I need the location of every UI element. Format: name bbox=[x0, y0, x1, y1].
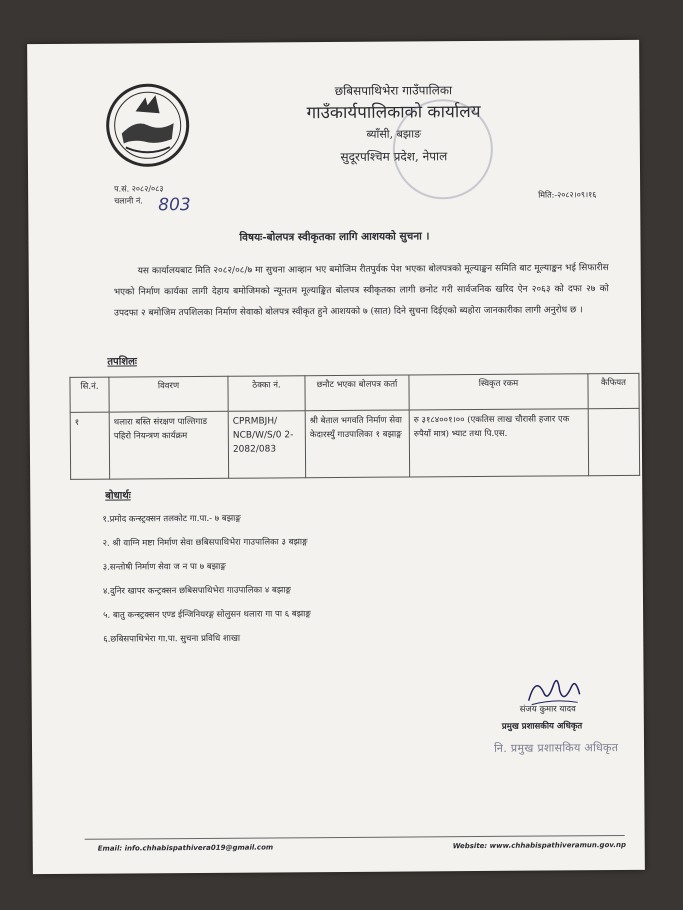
list-item: ३.सन्तोषी निर्माण सेवा ज न पा ७ बझाङ्ग bbox=[102, 561, 226, 573]
table-header-row bbox=[70, 373, 639, 412]
footer-website: Website: www.chhabispathiveramun.gov.np bbox=[452, 840, 627, 851]
cc-heading: बोधार्थः bbox=[105, 490, 131, 502]
footer-divider bbox=[85, 835, 625, 840]
col-header-sn: सि.नं. bbox=[70, 377, 109, 412]
cc-list bbox=[102, 506, 311, 651]
office-stamp bbox=[393, 99, 494, 200]
chalani-number: 803 bbox=[158, 195, 191, 216]
office-name: गाउँकार्यपालिकाको कार्यालय bbox=[306, 101, 481, 124]
col-header-contract-no: ठेक्का नं. bbox=[228, 376, 305, 412]
footer-email: Email: info.chhabispathivera019@gmail.com bbox=[97, 843, 274, 853]
col-header-remarks: कैफियत bbox=[588, 373, 639, 408]
letter-page bbox=[27, 40, 645, 874]
contract-table bbox=[69, 373, 640, 480]
chalani-label: चलानी नं. bbox=[114, 196, 143, 206]
col-header-bidder: छनौट भएका बोलपत्र कर्ता bbox=[305, 375, 409, 411]
cell-remarks bbox=[588, 408, 639, 475]
col-header-description: विवरण bbox=[109, 376, 228, 412]
body-paragraph: यस कार्यालयबाट मिति २०८२/०८/७ मा सुचना आव्हान भए बमोजिम रीतपुर्वक पेश भएका बोलपत्रको मूल्याङ्कन समिति बाट मूल्याङ्कन भई सिफारीस भएको निर्माण कार्यका लागी देहाय बमोजिमको न्यूनतम मूल्याङ्कित बोलपत्र स्वीकृतका लागी छनोट गरी सार्वजनिक खरिद ऐन २०६३ को दफा २७ को उपदफा २ बमोजिम तपशिलका निर्माण सेवाको बोलपत्र स्वीकृत हुने आशयको ७ (सात) दिने सुचना दिईएको ब्यहोरा जानकारीका लागी अनुरोध छ । bbox=[113, 263, 609, 319]
list-item: १.प्रमोद कन्स्ट्रक्सन तलकोट गा.पा.- ७ बझाङ्ग bbox=[102, 513, 241, 525]
subject-line: विषयः-बोलपत्र स्वीकृतका लागि आशयको सुचना । bbox=[239, 230, 430, 244]
details-heading: तपशिलः bbox=[107, 356, 137, 368]
cell-contract-no: CPRMBJH/ NCB/W/S/0 2-2082/083 bbox=[228, 411, 305, 479]
list-item: ६.छबिसपाथिभेरा गा.पा. सुचना प्रविधि शाखा bbox=[103, 633, 241, 645]
cell-bidder: श्री बेताल भगवति निर्माण सेवा केदारस्युँ गाउपालिका १ बझाङ्ग bbox=[305, 410, 409, 478]
cell-sn: १ bbox=[70, 412, 109, 479]
cell-amount: रु ३१८४००१।०० (एकतिस लाख चौरासी हजार एक रुपैयाँ मात्र) भ्याट तथा पि.एस. bbox=[409, 409, 588, 477]
signatory-title: प्रमुख प्रशासकीय अधिकृत bbox=[501, 721, 583, 732]
signatory-stamp: नि. प्रमुख प्रशासकिय अधिकृत bbox=[493, 741, 619, 755]
table-row bbox=[70, 408, 639, 479]
patra-sankhya: प.सं. २०८२/०८३ bbox=[114, 184, 164, 194]
list-item: २. श्री वाग्नि मष्टा निर्माण सेवा छबिसपाथिभेरा गाउपालिका ३ बझाङ्ग bbox=[102, 537, 308, 549]
list-item: ५. बातु कन्स्ट्रक्सन एण्ड ईन्जिनियरङ्ग सोलुसन थलारा गा पा ६ बझाङ्ग bbox=[103, 609, 311, 621]
list-item: ४.दुनिर खापर कन्ट्रक्सन छबिसपाथिभेरा गाउपालिका ४ बझाङ्ग bbox=[102, 585, 291, 597]
letter-date: मिति:-२०८२।०९।१६ bbox=[538, 190, 597, 200]
reference-block bbox=[114, 183, 164, 207]
municipality-name: छबिसपाथिभेरा गाउँपालिका bbox=[334, 83, 453, 98]
signatory-name: संजय कुमार यादव bbox=[519, 704, 576, 715]
office-location: ब्याँसी, बझाङ bbox=[366, 127, 422, 141]
col-header-amount: स्विकृत रकम bbox=[409, 374, 588, 410]
province-name: सुदूरपश्चिम प्रदेश, नेपाल bbox=[340, 149, 448, 164]
cell-description: थलारा बस्ति संरक्षण पाल्तिगाड पहिरो नियन्त्रण कार्यक्रम bbox=[109, 411, 228, 479]
